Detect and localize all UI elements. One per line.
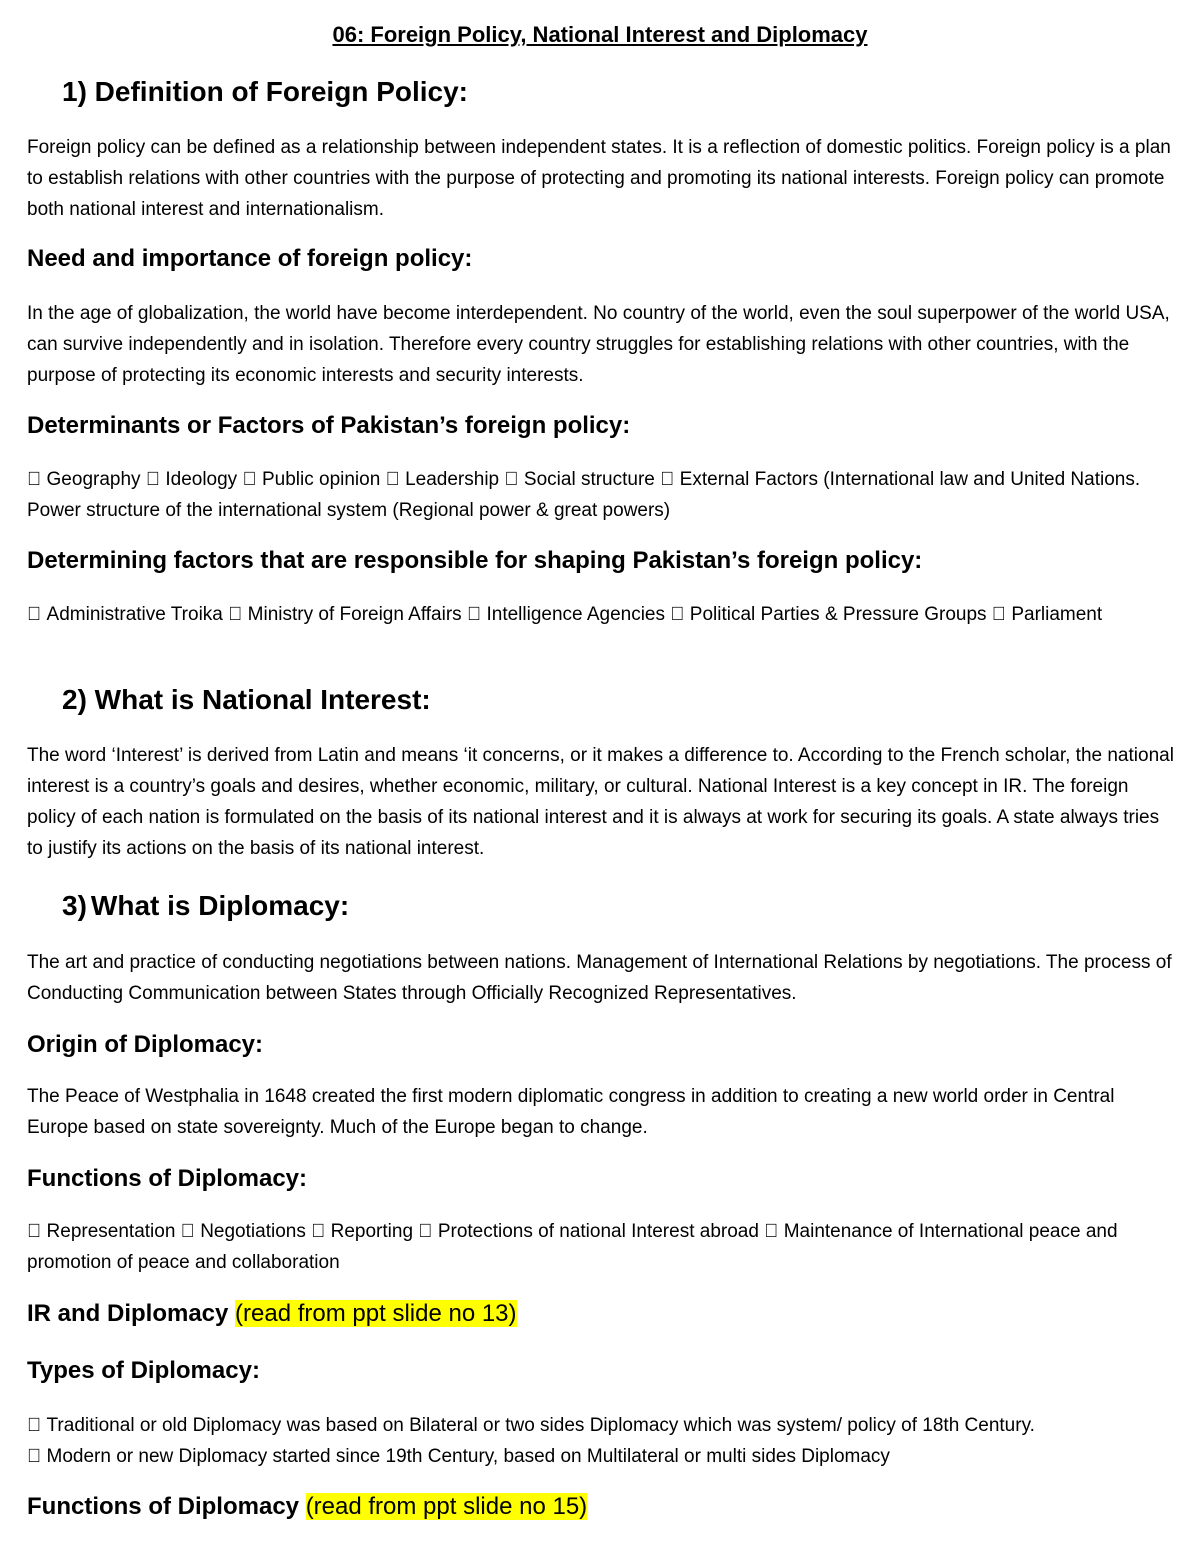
ir-diplomacy-title: IR and Diplomacy [27,1300,229,1327]
origin-paragraph: The Peace of Westphalia in 1648 created the first modern diplomatic congress in addition to creating a new world order in Central Europe based on state sovereignty. Much of the Europe began to change. [27,1086,1115,1138]
need-heading: Need and importance of foreign policy: [27,245,473,272]
shaping-factors-heading: Determining factors that are responsible for shaping Pakistan’s foreign policy: [27,547,923,574]
section-1-heading: 1) Definition of Foreign Policy: [62,76,468,107]
document-title: 06: Foreign Policy, National Interest and Diplomacy [332,22,868,47]
functions-heading: Functions of Diplomacy: [27,1165,308,1192]
section-2-paragraph: The word ‘Interest’ is derived from Latin and means ‘it concerns, or it makes a difference to. According to the French scholar, the national interest is a country’s goals and desires, whether economic, military, or cultural. National Interest is a key concept in IR. The foreign policy of each nation is formulated on the basis of its national interest and it is always at work for securing its goals. A state always tries to justify its actions on the basis of its national interest. [27,745,1174,859]
determinants-list: Geography Ideology Public opinion Leadership Social structure External Factors (International law and United Nations. Power structure of the international system (Regional power & great powers) [27,469,1162,521]
section-3-heading [62,890,349,922]
functions-list: Representation Negotiations Reporting Protections of national Interest abroad Maintenance of International peace and promotion of peace and collaboration [27,1221,1131,1273]
need-paragraph: In the age of globalization, the world have become interdependent. No country of the world, even the soul superpower of the world USA, can survive independently and in isolation. Therefore every country struggles for establishing relations with other countries, with the purpose of protecting its economic interests and security interests. [27,303,1170,386]
section-2-heading: 2) What is National Interest: [62,684,431,715]
ir-diplomacy-highlight-note: (read from ppt slide no 13) [235,1300,517,1327]
types-item-traditional: Traditional or old Diplomacy was based on Bilateral or two sides Diplomacy which was system/ policy of 18th Century. [27,1415,1016,1436]
section-3-title: What is Diplomacy: [90,890,350,921]
functions-2-heading [27,1493,587,1521]
functions-2-highlight-note: (read from ppt slide no 15) [305,1493,588,1520]
section-3-paragraph: The art and practice of conducting negotiations between nations. Management of International Relations by negotiations. The process of Conducting Communication between States through Officially Recognized Representatives. [27,952,1172,1004]
ir-diplomacy-heading [27,1300,517,1328]
types-heading: Types of Diplomacy: [27,1357,260,1384]
determinants-heading: Determinants or Factors of Pakistan’s foreign policy: [27,412,631,439]
types-item-modern: Modern or new Diplomacy started since 19th Century, based on Multilateral or multi sides Diplomacy [27,1446,871,1467]
shaping-factors-list: Administrative Troika Ministry of Foreign Affairs Intelligence Agencies Political Parties & Pressure Groups Parliament [27,604,1005,625]
functions-2-title: Functions of Diplomacy [27,1493,300,1520]
section-3-number: 3) [62,890,87,921]
section-1-paragraph: Foreign policy can be defined as a relationship between independent states. It is a reflection of domestic politics. Foreign policy is a plan to establish relations with other countries with the purpose of protecting and promoting its national interests. Foreign policy can promote both national interest and internationalism. [27,137,1171,220]
origin-heading: Origin of Diplomacy: [27,1031,264,1058]
